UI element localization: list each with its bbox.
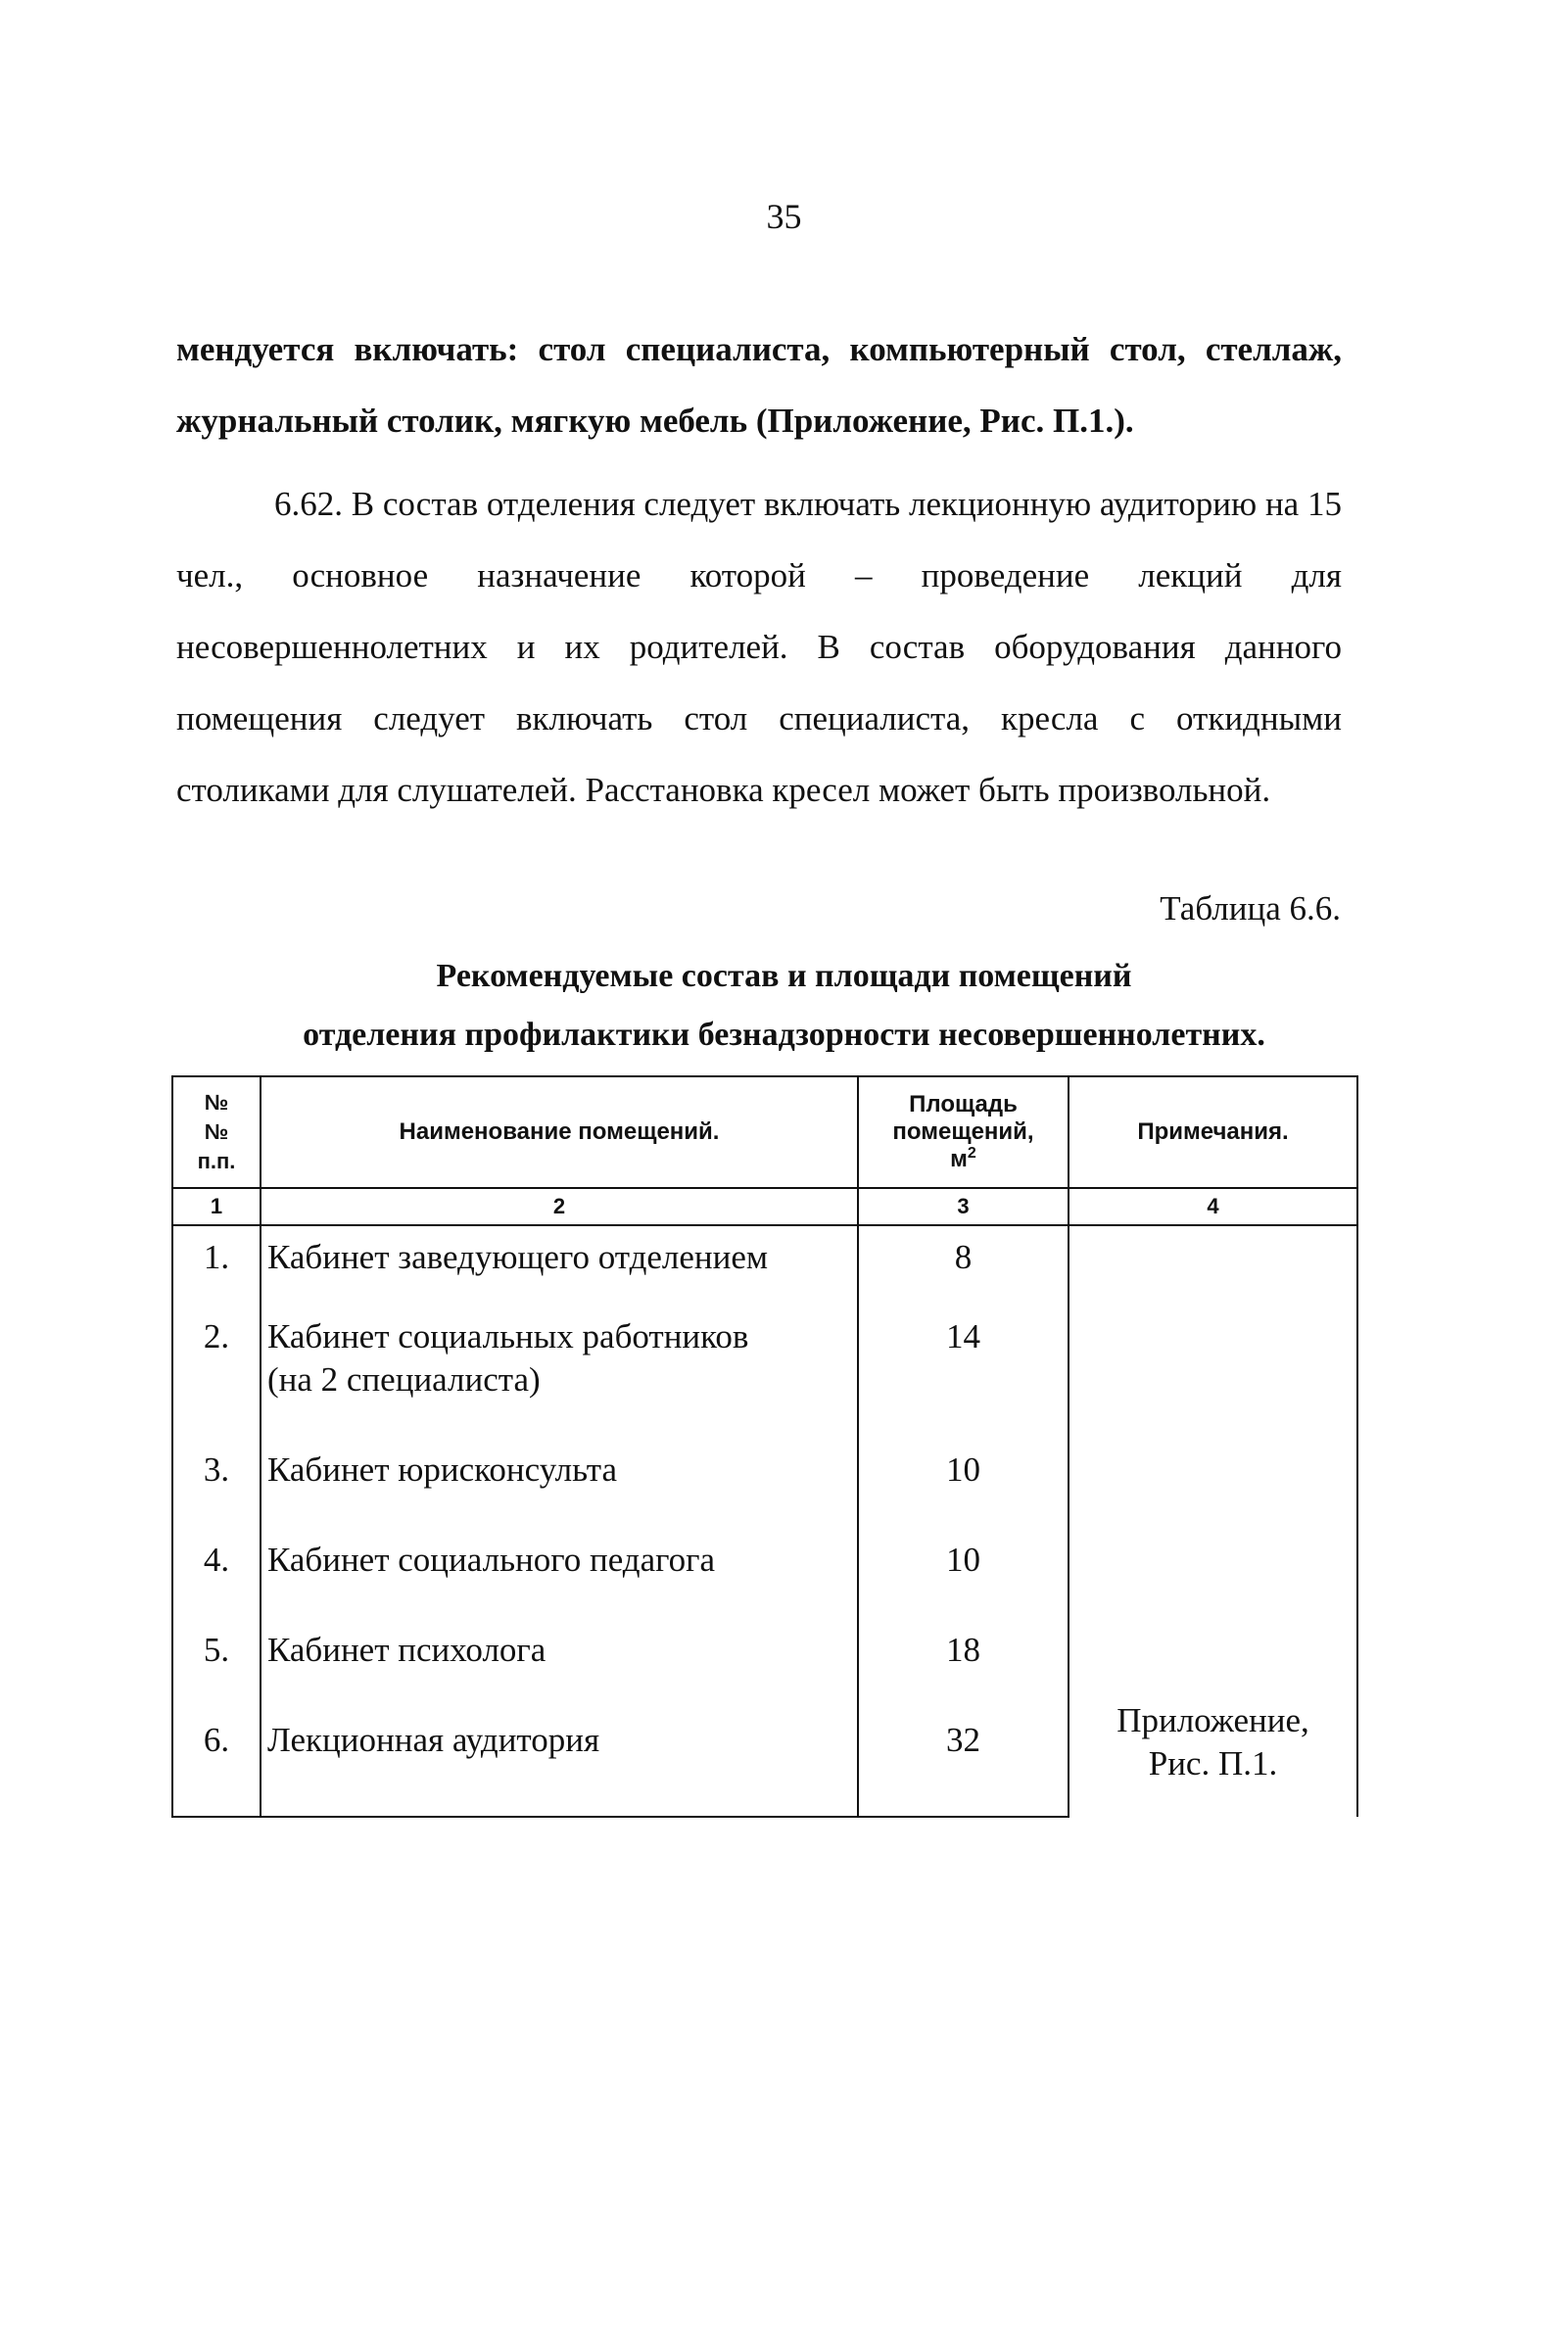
room-name-line2: (на 2 специалиста) [267,1360,541,1399]
header-notes: Примечания. [1069,1076,1357,1188]
header-name: Наименование помещений. [261,1076,858,1188]
column-index-3: 3 [858,1188,1069,1225]
room-name [261,1629,858,1719]
notes-cell [1069,1225,1357,1817]
table-row [172,1225,1357,1315]
room-name-line1: Кабинет психолога [267,1631,546,1669]
header-area-line2: помещений, [892,1118,1034,1145]
header-number [172,1076,261,1188]
room-area: 8 [858,1225,1069,1315]
table-title-line2: отделения профилактики безнадзорности несовершеннолетних. [303,1017,1265,1053]
header-number-line2: № [204,1119,229,1144]
note-line2: Рис. П.1. [1148,1744,1278,1782]
note-line1: Приложение, [1117,1701,1309,1739]
room-name-line1: Кабинет социальных работников [267,1317,749,1355]
column-index-1: 1 [172,1188,261,1225]
room-area: 10 [858,1539,1069,1629]
header-area [858,1076,1069,1188]
table-label: Таблица 6.6. [1160,889,1341,927]
column-index-row [172,1188,1357,1225]
column-index-4: 4 [1069,1188,1357,1225]
row-number: 3. [172,1449,261,1539]
room-name-line1: Кабинет социального педагога [267,1541,716,1579]
header-area-line1: Площадь [909,1091,1018,1117]
room-name-line1: Кабинет юрисконсульта [267,1450,618,1489]
room-name [261,1719,858,1817]
row-number: 6. [172,1719,261,1817]
room-name [261,1539,858,1629]
room-area: 32 [858,1719,1069,1817]
room-name [261,1449,858,1539]
row-number: 1. [172,1225,261,1315]
room-name-line1: Лекционная аудитория [267,1721,600,1759]
page-number: 35 [766,197,802,236]
column-index-2: 2 [261,1188,858,1225]
room-name [261,1315,858,1449]
room-area: 18 [858,1629,1069,1719]
header-number-line1: № [204,1090,229,1115]
row-number: 4. [172,1539,261,1629]
row-number: 2. [172,1315,261,1449]
room-name-line1: Кабинет заведующего отделением [267,1238,769,1276]
rooms-table [171,1075,1358,1818]
paragraph-continuation: мендуется включать: стол специалиста, компьютерный стол, стеллаж, журнальный столик, мягкую мебель (Приложение, Рис. П.1.). [176,330,1342,440]
table-title-line1: Рекомендуемые состав и площади помещений [436,958,1132,994]
header-number-line3: п.п. [197,1149,236,1173]
area-unit-sup: 2 [967,1145,976,1162]
paragraph-6-62: 6.62. В состав отделения следует включать лекционную аудиторию на 15 чел., основное назначение которой – проведение лекций для несовершеннолетних и их родителей. В состав оборудования данного помещения следует включать стол специалиста, кресла с откидными столиками для слушателей. Расстановка кресел может быть произвольной. [176,485,1342,809]
room-name [261,1225,858,1315]
area-unit: м [950,1146,968,1172]
table-header-row [172,1076,1357,1188]
row-number: 5. [172,1629,261,1719]
room-area: 10 [858,1449,1069,1539]
room-area: 14 [858,1315,1069,1449]
header-area-unit [863,1146,1064,1173]
